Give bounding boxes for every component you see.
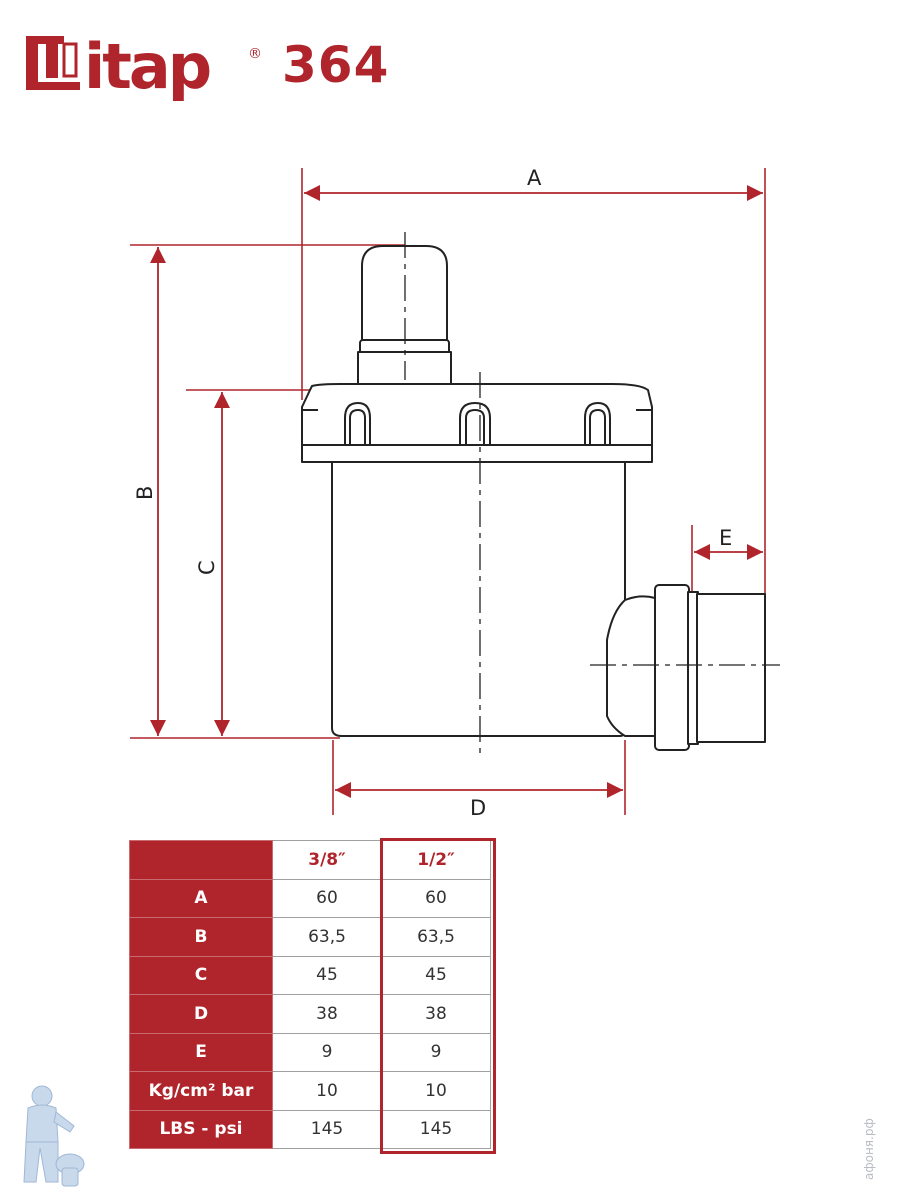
site-watermark: афоня.рф xyxy=(862,1118,876,1180)
dimension-label-e: E xyxy=(719,526,733,550)
table-row xyxy=(130,956,491,995)
model-number: 364 xyxy=(282,36,390,94)
table-corner-cell xyxy=(130,841,273,880)
table-cell: 63,5 xyxy=(273,918,382,957)
column-header-3-8: 3/8″ xyxy=(273,841,382,880)
dimension-label-c: C xyxy=(195,560,219,575)
valve-flange xyxy=(302,384,652,462)
table-row xyxy=(130,1072,491,1111)
plumber-mascot-icon xyxy=(8,1082,88,1196)
dimension-label-a: A xyxy=(527,166,542,190)
table-cell: 9 xyxy=(273,1033,382,1072)
table-cell: 145 xyxy=(382,1110,491,1149)
dimension-label-d: D xyxy=(470,796,487,820)
table-cell: 38 xyxy=(382,995,491,1034)
valve-body xyxy=(332,462,625,736)
row-label: E xyxy=(130,1033,273,1072)
table-cell: 145 xyxy=(273,1110,382,1149)
row-label: Kg/cm² bar xyxy=(130,1072,273,1111)
row-label: D xyxy=(130,995,273,1034)
row-label: A xyxy=(130,879,273,918)
table-cell: 60 xyxy=(273,879,382,918)
column-header-1-2: 1/2″ xyxy=(382,841,491,880)
thread-nipple xyxy=(697,594,765,742)
table-header-row xyxy=(130,841,491,880)
table-cell: 9 xyxy=(382,1033,491,1072)
valve-outlet xyxy=(607,596,655,736)
row-label: B xyxy=(130,918,273,957)
table-row xyxy=(130,1110,491,1149)
table-row xyxy=(130,995,491,1034)
table-cell: 38 xyxy=(273,995,382,1034)
table-cell: 10 xyxy=(273,1072,382,1111)
svg-text:itap: itap xyxy=(84,30,210,103)
dimensions-table xyxy=(129,840,491,1149)
svg-text:®: ® xyxy=(248,46,262,62)
row-label: LBS - psi xyxy=(130,1110,273,1149)
table-cell: 60 xyxy=(382,879,491,918)
dimension-label-b: B xyxy=(133,485,157,500)
table-row xyxy=(130,879,491,918)
table-cell: 63,5 xyxy=(382,918,491,957)
table-cell: 45 xyxy=(273,956,382,995)
table-cell: 45 xyxy=(382,956,491,995)
table-row xyxy=(130,918,491,957)
table-row xyxy=(130,1033,491,1072)
row-label: C xyxy=(130,956,273,995)
table-cell: 10 xyxy=(382,1072,491,1111)
